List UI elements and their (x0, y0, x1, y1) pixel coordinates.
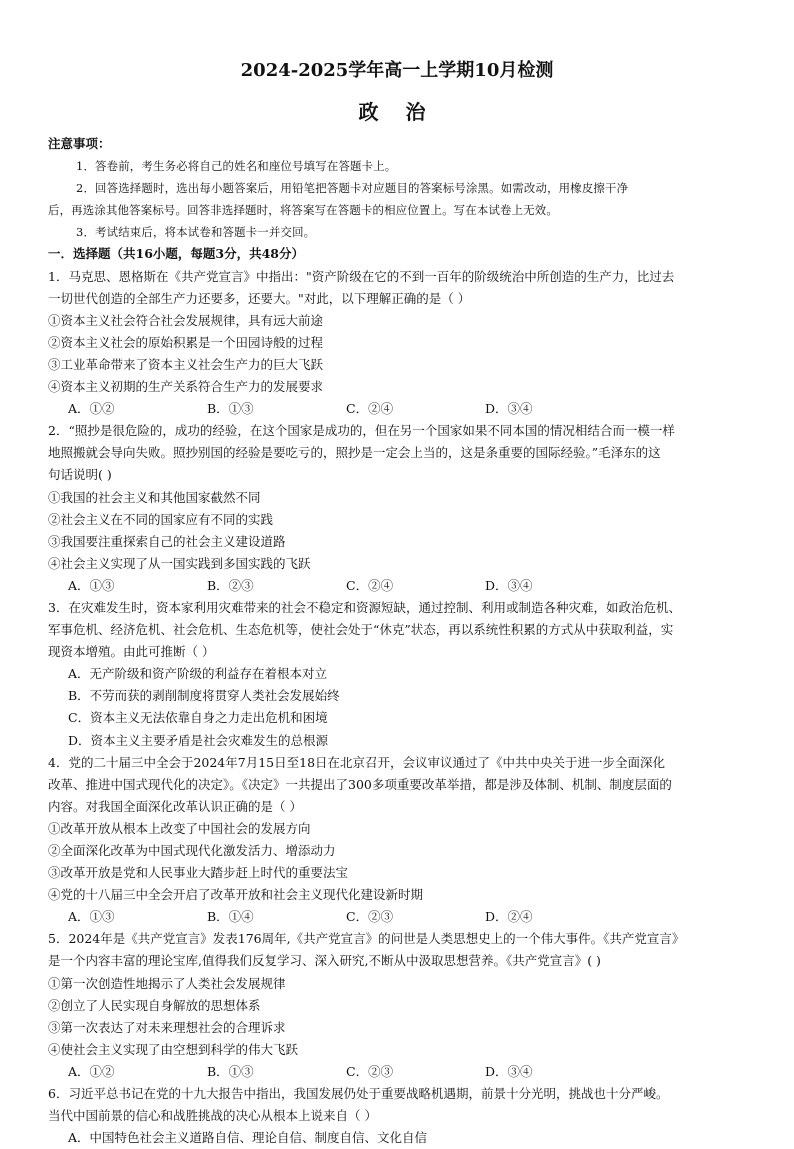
answer-option: A．①③ (68, 577, 115, 593)
question-5 (48, 928, 748, 1083)
answer-option: D．②④ (485, 909, 533, 925)
answer-option: C．②③ (346, 909, 394, 925)
statement-item: ①我国的社会主义和其他国家截然不同 (48, 489, 261, 505)
exam-content (48, 133, 748, 1149)
answer-option: C．②③ (346, 1063, 394, 1079)
question-3 (48, 597, 748, 752)
answer-option: A．①② (68, 1063, 115, 1079)
notice-heading: 注意事项： (48, 136, 111, 151)
notice-item-continued: 后，再选涂其他答案标号。回答非选择题时，将答案写在答题卡的相应位置上。写在本试卷上无效。 (48, 203, 558, 218)
question-4 (48, 752, 748, 929)
answer-option: C．②④ (346, 577, 394, 593)
question-stem: 1．马克思、恩格斯在《共产党宣言》中指出："资产阶级在它的不到一百年的阶级统治中所创造的生产力，比过去 (48, 268, 675, 284)
answer-option: B．①③ (207, 1063, 254, 1079)
question-stem: 4．党的二十届三中全会于2024年7月15日至18日在北京召开，会议审议通过了《中共中央关于进一步全面深化 (48, 754, 666, 770)
statement-item: ④党的十八届三中全会开启了改革开放和社会主义现代化建设新时期 (48, 887, 424, 903)
statement-item: ③改革开放是党和人民事业大踏步赶上时代的重要法宝 (48, 865, 349, 881)
answer-option: C．资本主义无法依靠自身之力走出危机和困境 (68, 710, 328, 726)
statement-item: ③工业革命带来了资本主义社会生产力的巨大飞跃 (48, 356, 324, 372)
section-info: （共16小题，每题3分，共48分） (110, 246, 305, 262)
question-2 (48, 420, 748, 597)
answer-options (48, 398, 748, 420)
statement-item: ④资本主义初期的生产关系符合生产力的发展要求 (48, 379, 324, 395)
question-stem: 是一个内容丰富的理论宝库,值得我们反复学习、深入研究,不断从中汲取思想营养。《共产党宣言》( ) (48, 953, 601, 969)
statement-item: ④使社会主义实现了由空想到科学的伟大飞跃 (48, 1041, 299, 1057)
statement-item: ④社会主义实现了从一国实践到多国实践的飞跃 (48, 555, 311, 571)
answer-option: A．无产阶级和资产阶级的利益存在着根本对立 (68, 666, 328, 682)
statement-item: ①第一次创造性地揭示了人类社会发展规律 (48, 975, 286, 991)
answer-option: D．资本主义主要矛盾是社会灾难发生的总根源 (68, 732, 329, 748)
statement-item: ②资本主义社会的原始积累是一个田园诗般的过程 (48, 334, 324, 350)
answer-option: A．①③ (68, 909, 115, 925)
answer-option: B．①④ (207, 909, 254, 925)
notice-item: 1．答卷前，考生务必将自己的姓名和座位号填写在答题卡上。 (76, 159, 397, 174)
question-1 (48, 266, 748, 421)
answer-option: D．③④ (485, 577, 533, 593)
exam-subject: 政 治 (358, 100, 436, 124)
answer-option: B．①③ (207, 401, 254, 417)
exam-title: 2024-2025学年高一上学期10月检测 (240, 60, 554, 81)
statement-item: ③第一次表达了对未来理想社会的合理诉求 (48, 1019, 286, 1035)
question-stem: 当代中国前景的信心和战胜挑战的决心从根本上说来自（ ） (48, 1108, 377, 1124)
answer-option: A．①② (68, 401, 115, 417)
answer-option: C．②④ (346, 401, 394, 417)
answer-option: B．不劳而获的剥削制度将贯穿人类社会发展始终 (68, 688, 340, 704)
statement-item: ①资本主义社会符合社会发展规律，具有远大前途 (48, 312, 324, 328)
answer-option: B．②③ (207, 577, 254, 593)
notice-item: 3．考试结束后，将本试卷和答题卡一并交回。 (76, 225, 316, 240)
statement-item: ③我国要注重探索自己的社会主义建设道路 (48, 533, 286, 549)
answer-options (48, 906, 748, 928)
question-6 (48, 1083, 748, 1149)
statement-item: ②创立了人民实现自身解放的思想体系 (48, 997, 261, 1013)
answer-options (48, 1061, 748, 1083)
answer-options (48, 575, 748, 597)
answer-option: D．③④ (485, 1063, 533, 1079)
question-stem: 地照搬就会导向失败。照抄别国的经验是要吃亏的，照抄是一定会上当的，这是条重要的国际经验。”毛泽东的这 (48, 445, 661, 461)
question-stem: 现资本增殖。由此可推断（ ） (48, 644, 215, 660)
question-stem: 2．“照抄是很危险的，成功的经验，在这个国家是成功的，但在另一个国家如果不同本国的情况相结合而一模一样 (48, 423, 675, 439)
statement-item: ②社会主义在不同的国家应有不同的实践 (48, 511, 274, 527)
question-stem: 句话说明( ) (48, 467, 112, 483)
question-stem: 3．在灾难发生时，资本家利用灾难带来的社会不稳定和资源短缺，通过控制、利用或制造各种灾难，如政治危机、 (48, 599, 681, 615)
statement-item: ①改革开放从根本上改变了中国社会的发展方向 (48, 820, 311, 836)
answer-option: A．中国特色社会主义道路自信、理论自信、制度自信、文化自信 (68, 1130, 428, 1146)
notice-item: 2．回答选择题时，选出每小题答案后，用铅笔把答题卡对应题目的答案标号涂黑。如需改动，用橡皮擦干净 (76, 181, 629, 196)
question-stem: 6．习近平总书记在党的十九大报告中指出，我国发展仍处于重要战略机遇期，前景十分光明，挑战也十分严峻。 (48, 1086, 669, 1102)
answer-option: D．③④ (485, 401, 533, 417)
question-stem: 军事危机、经济危机、社会危机、生态危机等，使社会处于“休克”状态，再以系统性积累的方式从中获取利益，实 (48, 622, 674, 638)
statement-item: ②全面深化改革为中国式现代化激发活力、增添动力 (48, 843, 336, 858)
question-stem: 内容。对我国全面深化改革认识正确的是（ ） (48, 798, 302, 814)
question-stem: 一切世代创造的全部生产力还要多，还要大。"对此，以下理解正确的是（ ） (48, 290, 471, 306)
section-label: 一．选择题 (48, 246, 111, 262)
question-stem: 5．2024年是《共产党宣言》发表176周年,《共产党宣言》的问世是人类思想史上的一个伟大事件。《共产党宣言》 (48, 931, 685, 947)
section-heading (48, 243, 748, 265)
question-stem: 改革、推进中国式现代化的决定》。《决定》一共提出了300多项重要改革举措，都是涉及体制、机制、制度层面的 (48, 776, 672, 792)
